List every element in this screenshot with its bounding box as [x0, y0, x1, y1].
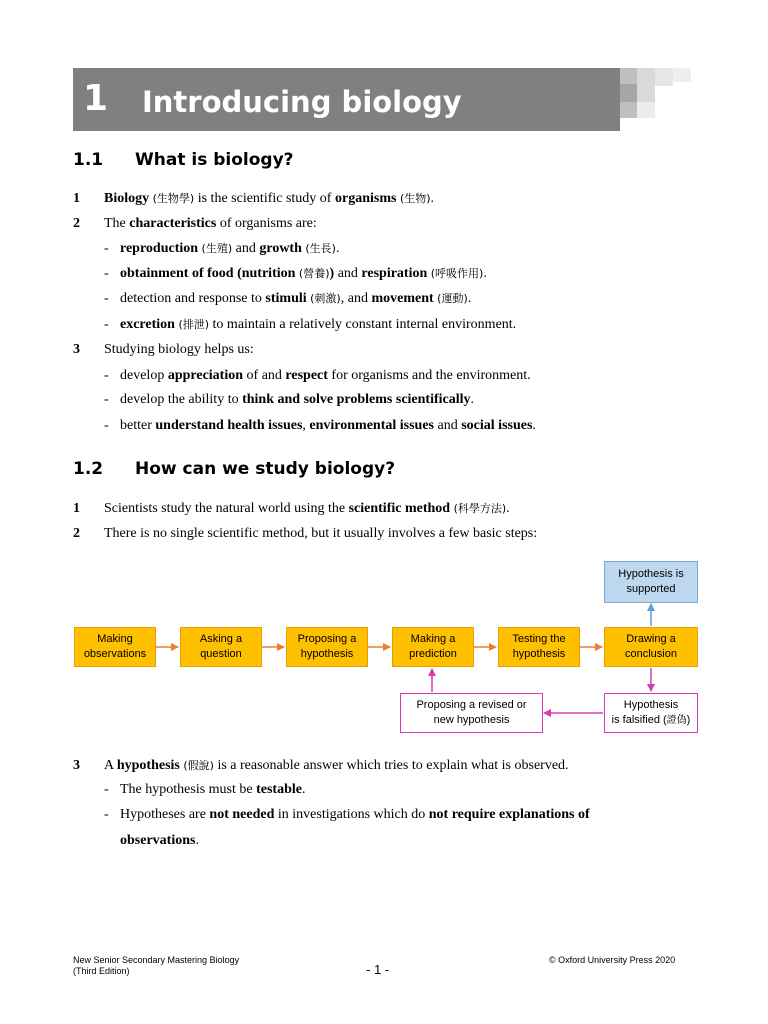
box-line: Hypothesis is — [618, 568, 684, 580]
chinese-term: (生物學) — [152, 192, 195, 205]
term: social issues — [461, 418, 533, 433]
term: stimuli — [265, 291, 307, 306]
chinese-term: (刺激) — [310, 292, 341, 305]
sub-item-continuation — [120, 832, 199, 850]
chinese-term: (排泄) — [178, 318, 210, 331]
box-line: Proposing a revised or — [416, 699, 527, 711]
text: . — [467, 291, 472, 306]
text: . — [532, 418, 536, 433]
term: organisms — [334, 191, 397, 206]
text: . — [470, 392, 475, 407]
term: respiration — [361, 266, 428, 281]
box-line: Asking a — [199, 633, 243, 645]
term: not needed — [209, 807, 275, 822]
term: Biology — [104, 191, 150, 206]
text: and — [434, 418, 462, 433]
text: and — [334, 266, 362, 281]
text: and — [232, 241, 260, 256]
chinese-term: (營養) — [298, 267, 330, 280]
text: better — [120, 418, 156, 433]
step-asking-question — [180, 627, 262, 667]
footer-line: (Third Edition) — [73, 966, 130, 976]
box-line: Hypothesis — [623, 699, 679, 711]
sub-item: - develop appreciation of and respect for organisms and the environment. — [104, 368, 531, 383]
term: respect — [285, 368, 328, 383]
term: think and solve problems scientifically — [242, 392, 471, 407]
text: for organisms and the environment. — [327, 368, 531, 383]
term: understand health issues — [155, 418, 303, 433]
text: in investigations which do — [274, 807, 429, 822]
footer-copyright: © Oxford University Press 2020 — [549, 955, 676, 965]
chinese-term: (生殖) — [201, 242, 233, 255]
text: of and — [243, 368, 286, 383]
step-testing-hypothesis — [498, 627, 580, 667]
term: obtainment of food — [120, 266, 234, 281]
sub-item: - excretion (排泄) to maintain a relatively constant internal environment. — [104, 317, 517, 332]
page-number: - 1 - — [366, 962, 390, 977]
box-line: prediction — [409, 648, 457, 660]
term: nutrition — [241, 266, 296, 281]
text: ( — [233, 266, 242, 281]
item-number: 2 — [73, 526, 80, 541]
item-number: 2 — [73, 216, 80, 231]
box-line: supported — [626, 583, 676, 595]
term: scientific method — [348, 501, 451, 516]
text: Scientists study the natural world using the — [104, 501, 349, 516]
box-line: new hypothesis — [433, 714, 510, 726]
section-number: 1.1 — [73, 150, 104, 170]
step-making-observations — [74, 627, 156, 667]
step-proposing-hypothesis — [286, 627, 368, 667]
box-line: conclusion — [625, 648, 677, 660]
step-proposing-revised-hypothesis — [400, 693, 543, 733]
box-line: Testing the — [512, 633, 566, 645]
result-hypothesis-supported — [604, 561, 698, 603]
sub-item: - detection and response to stimuli (刺激), and movement (運動). — [104, 291, 472, 306]
text: of organisms are: — [216, 216, 317, 231]
term: movement — [371, 291, 434, 306]
text: The — [104, 216, 130, 231]
item-number: 1 — [73, 191, 80, 206]
term: excretion — [120, 317, 175, 332]
text: is a reasonable answer which tries to explain what is observed. — [213, 758, 569, 773]
list-item — [73, 757, 569, 775]
text: The hypothesis must be — [120, 782, 257, 797]
text: Hypotheses are — [120, 807, 210, 822]
sub-item: - obtainment of food (nutrition (營養)) and respiration (呼吸作用). — [104, 266, 487, 281]
box-line: Proposing a — [297, 633, 357, 645]
term: environmental issues — [309, 418, 435, 433]
term: characteristics — [129, 216, 217, 231]
text: There is no single scientific method, but it usually involves a few basic steps: — [104, 526, 538, 541]
item-number: 3 — [73, 342, 80, 357]
chinese-term: (假說) — [183, 759, 214, 772]
item-number: 3 — [73, 758, 80, 773]
chinese-term: (運動) — [437, 292, 468, 305]
step-drawing-conclusion — [604, 627, 698, 667]
section-title: How can we study biology? — [135, 459, 396, 479]
term: appreciation — [167, 368, 244, 383]
result-hypothesis-falsified — [604, 693, 698, 733]
term: growth — [259, 241, 302, 256]
step-making-prediction — [392, 627, 474, 667]
chinese-term: (科學方法) — [453, 502, 507, 515]
item-number: 1 — [73, 501, 80, 516]
text: develop — [120, 368, 168, 383]
text: ) — [329, 266, 335, 281]
text: . — [430, 191, 435, 206]
footer-book-title — [73, 955, 239, 977]
text: to maintain a relatively constant internal environment. — [209, 317, 517, 332]
sub-item: - reproduction (生殖) and growth (生長). — [104, 241, 340, 256]
sub-item: - Hypotheses are not needed in investigations which do not require explanations of — [104, 807, 590, 822]
text: is the scientific study of — [194, 191, 335, 206]
chinese-term: 證偽 — [666, 715, 687, 726]
term: testable — [256, 782, 302, 797]
text: detection and response to — [120, 291, 266, 306]
box-line: hypothesis — [300, 648, 354, 660]
text: . — [195, 833, 199, 848]
chinese-term: (生長) — [305, 242, 336, 255]
chapter-number: 1 — [83, 78, 109, 119]
text: A — [104, 758, 117, 773]
term: reproduction — [120, 241, 199, 256]
box-line: ) — [686, 714, 691, 726]
box-line: is falsified ( — [611, 714, 667, 726]
term: hypothesis — [116, 758, 180, 773]
text: develop the ability to — [120, 392, 243, 407]
box-line: observations — [83, 648, 147, 660]
text: . — [302, 782, 306, 797]
section-title: What is biology? — [135, 150, 294, 170]
box-line: Making — [97, 633, 133, 645]
box-line: Making a — [410, 633, 456, 645]
section-number: 1.2 — [73, 459, 104, 479]
chapter-title: Introducing biology — [142, 85, 462, 119]
term: observations — [120, 833, 196, 848]
footer-line: New Senior Secondary Mastering Biology — [73, 955, 240, 965]
chinese-term: (呼吸作用) — [430, 267, 484, 280]
text: Studying biology helps us: — [104, 342, 254, 357]
box-line: hypothesis — [512, 648, 566, 660]
box-line: question — [200, 648, 242, 660]
term: not require explanations of — [428, 807, 590, 822]
text: . — [483, 266, 487, 281]
text: . — [335, 241, 340, 256]
box-line: Drawing a — [626, 633, 676, 645]
chinese-term: (生物) — [399, 192, 431, 205]
text: . — [506, 501, 510, 516]
sub-item: - The hypothesis must be testable. — [104, 782, 306, 797]
sub-item: - develop the ability to think and solve problems scientifically. — [104, 392, 475, 407]
text: , — [302, 418, 310, 433]
text: , and — [340, 291, 372, 306]
sub-item: - better understand health issues, environmental issues and social issues. — [104, 418, 536, 433]
